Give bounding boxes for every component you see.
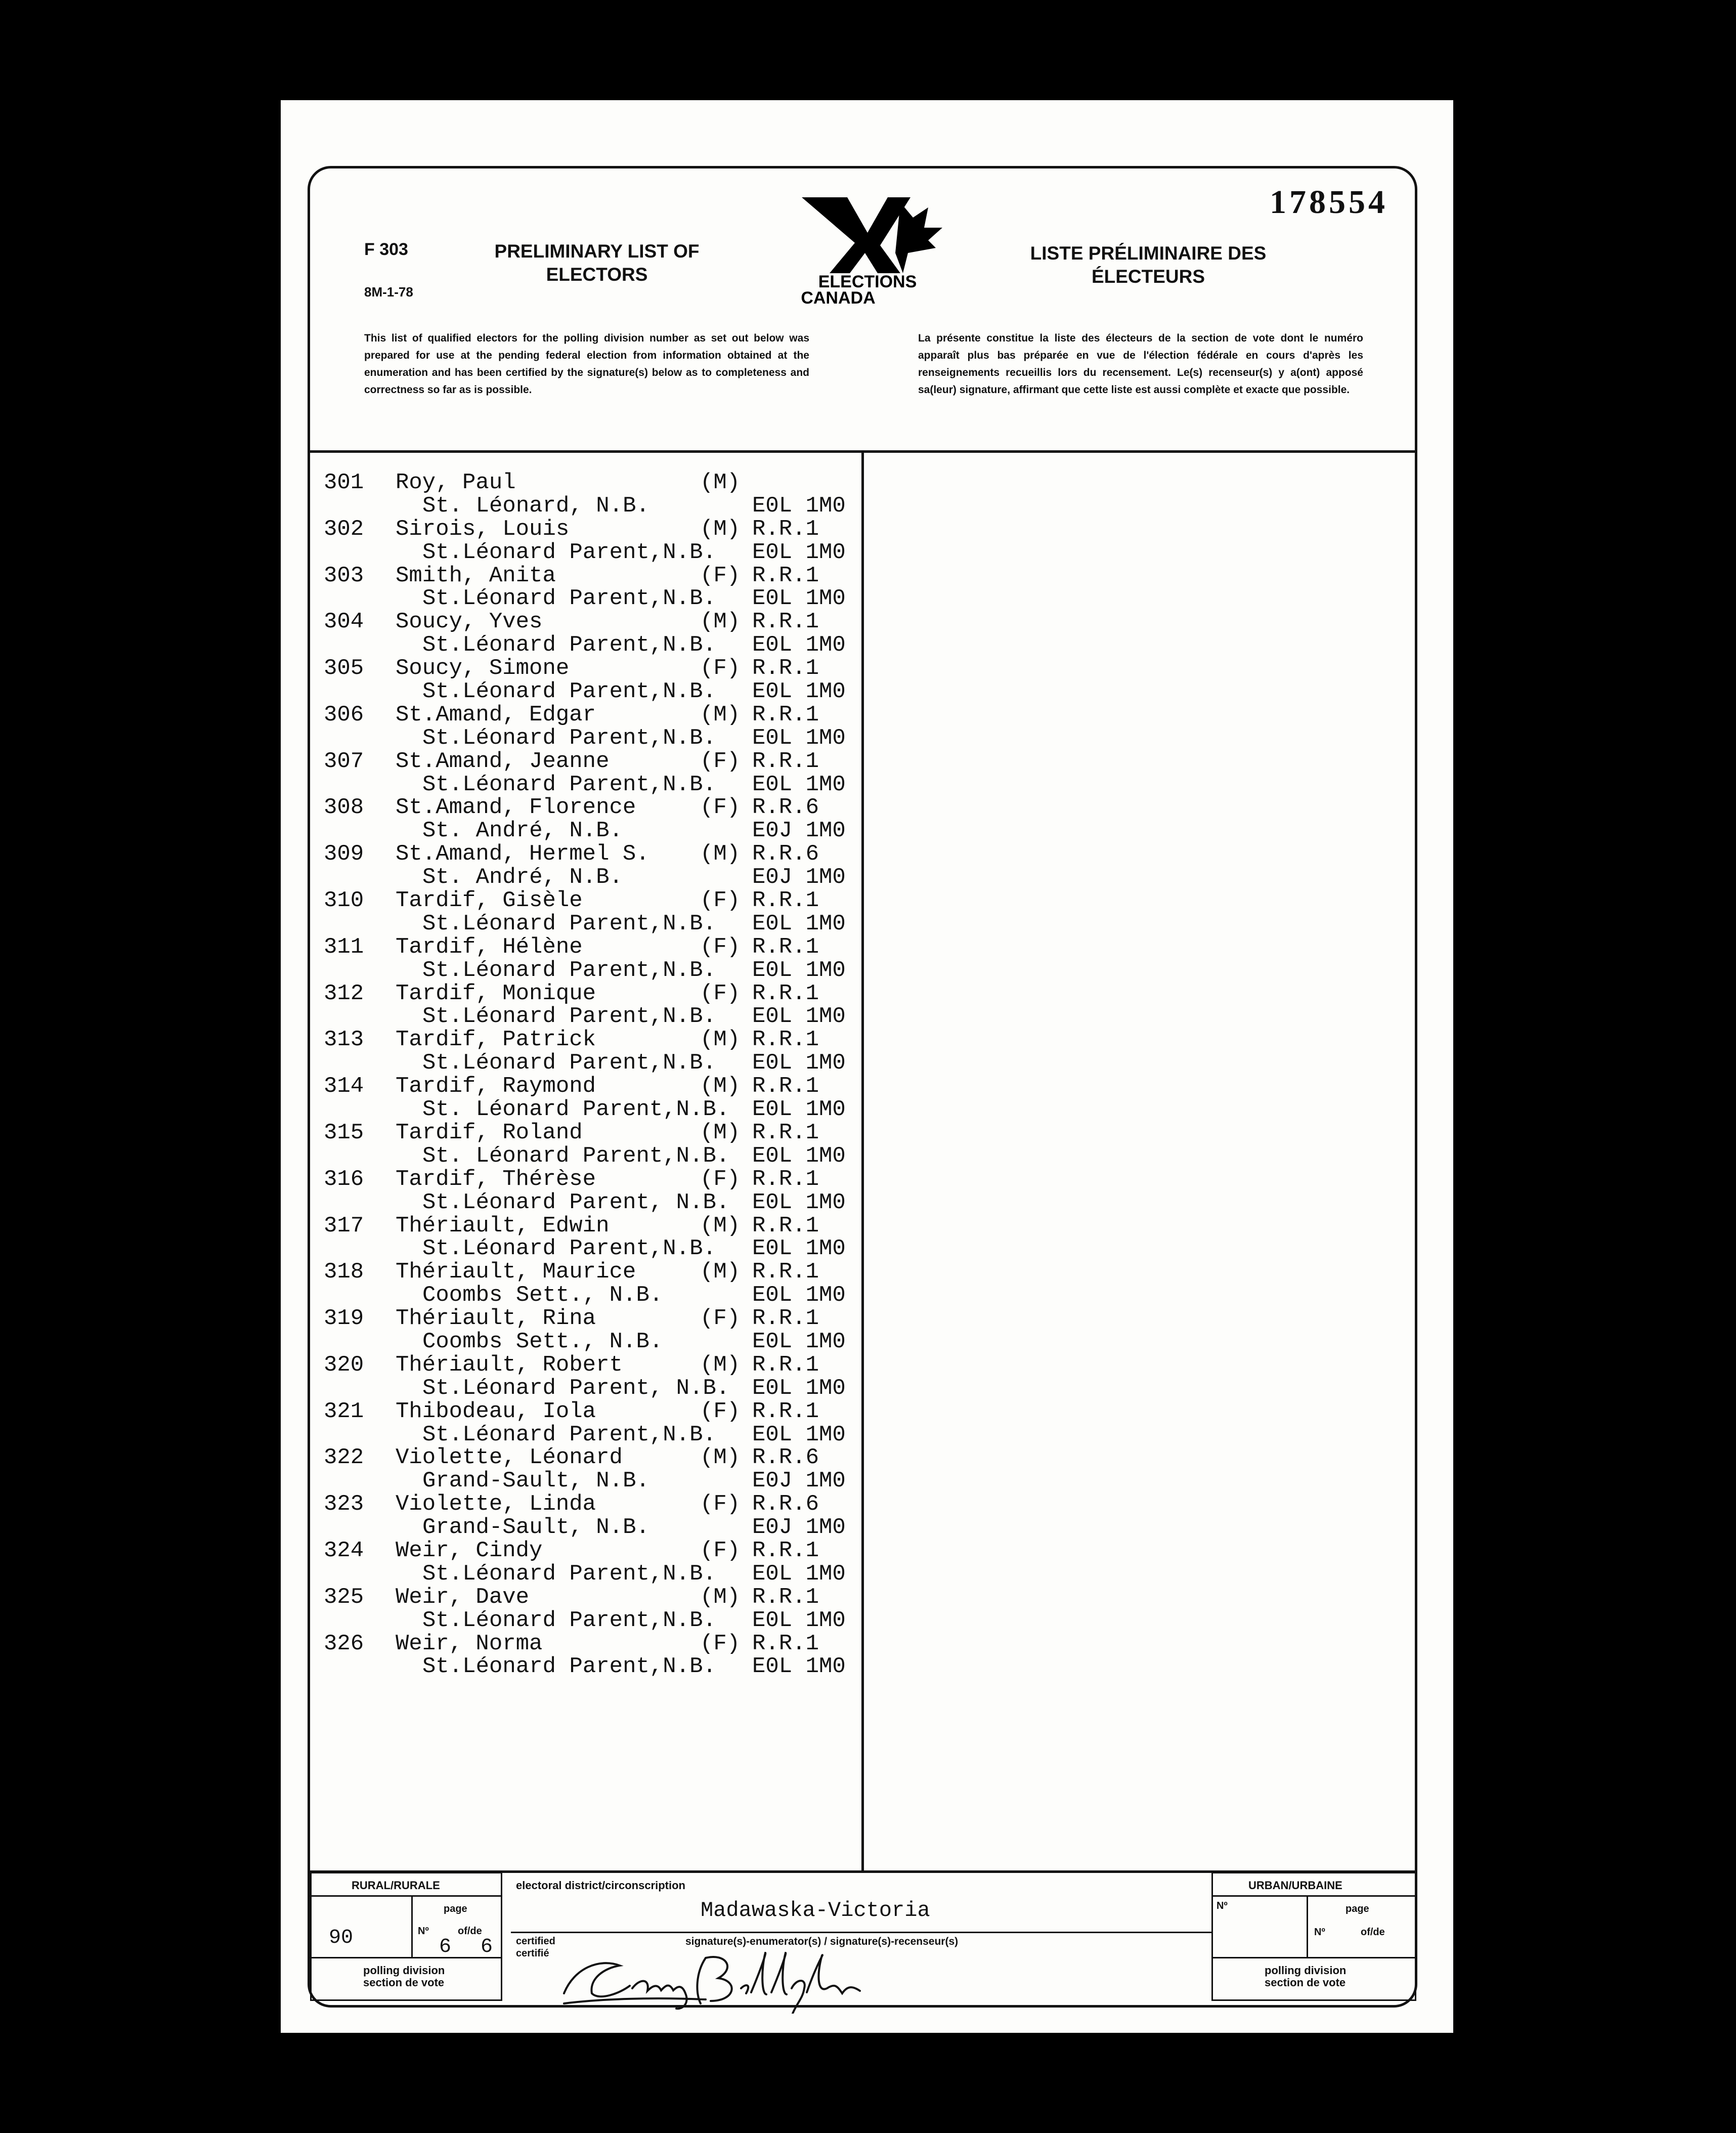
elector-number: 320 — [324, 1352, 364, 1378]
elector-address: St. Léonard, N.B. — [422, 493, 649, 519]
intro-text-english: This list of qualified electors for the polling division number as set out below was prepared for use at the pending federal election from information obtained at the enumeration and has been certified by the signature(s) below as to completeness and correctness so far as is possible. — [364, 332, 809, 396]
logo-text-line2: CANADA — [801, 288, 876, 306]
elector-name: Tardif, Roland — [396, 1120, 583, 1145]
title-french — [991, 242, 1305, 288]
elector-name: Thériault, Maurice — [396, 1259, 636, 1285]
elector-entry — [324, 1354, 860, 1400]
elector-address: St. André, N.B. — [422, 865, 623, 890]
elector-rural-route: R.R.6 — [752, 1445, 819, 1471]
elector-address: St.Léonard Parent,N.B. — [422, 586, 716, 612]
elector-postal-code: E0L 1M0 — [752, 1607, 846, 1633]
elector-sex: (M) — [700, 702, 741, 728]
rural-label: RURAL/RURALE — [352, 1879, 440, 1892]
certified-fr: certifié — [516, 1948, 549, 1959]
elector-name: Roy, Paul — [396, 470, 516, 495]
elector-name: Thériault, Edwin — [396, 1213, 610, 1239]
elector-entry — [324, 1633, 860, 1679]
elector-name: Weir, Norma — [396, 1631, 543, 1656]
elector-address: St.Léonard Parent,N.B. — [422, 632, 716, 658]
elector-name: St.Amand, Jeanne — [396, 748, 610, 774]
elector-name: Soucy, Simone — [396, 656, 570, 681]
elector-sex: (M) — [700, 470, 741, 495]
elector-postal-code: E0L 1M0 — [752, 679, 846, 705]
elector-rural-route: R.R.6 — [752, 795, 819, 821]
elector-address: St.Léonard Parent,N.B. — [422, 725, 716, 751]
elector-rural-route: R.R.1 — [752, 1074, 819, 1099]
elector-rural-route: R.R.1 — [752, 1631, 819, 1656]
elector-postal-code: E0L 1M0 — [752, 1561, 846, 1587]
elector-entry — [324, 796, 860, 843]
intro-text-french: La présente constitue la liste des électeurs de la section de vote dont le numéro apparaît plus bas préparée en vue de l'élection fédérale en cours d'après les renseignements recueillis lors du recensement. Le(s) recenseur(s) y a(ont) apposé sa(leur) signature, affirmant que cette liste est aussi complète et exacte que possible. — [918, 332, 1363, 396]
urban-no-label: Nº — [1217, 1900, 1228, 1911]
urban-of-label: of/de — [1361, 1927, 1385, 1938]
elector-entry — [324, 565, 860, 611]
elector-postal-code: E0L 1M0 — [752, 1329, 846, 1354]
elector-postal-code: E0L 1M0 — [752, 911, 846, 936]
elector-address: St.Léonard Parent,N.B. — [422, 679, 716, 705]
elector-rural-route: R.R.1 — [752, 748, 819, 774]
signature-icon — [544, 1938, 878, 2014]
elector-number: 313 — [324, 1027, 364, 1053]
elector-postal-code: E0L 1M0 — [752, 1236, 846, 1262]
elector-postal-code: E0L 1M0 — [752, 1283, 846, 1308]
elector-address: St.Léonard Parent, N.B. — [422, 1375, 730, 1401]
elector-rural-route: R.R.1 — [752, 1538, 819, 1563]
elector-rural-route: R.R.1 — [752, 1398, 819, 1424]
title-english — [455, 240, 739, 286]
elector-entry — [324, 518, 860, 565]
rural-no-label: Nº — [418, 1926, 429, 1937]
elector-number: 304 — [324, 609, 364, 635]
elector-entry — [324, 1029, 860, 1075]
logo-text-line1: ELECTIONS — [818, 272, 917, 291]
elector-rural-route: R.R.1 — [752, 1259, 819, 1285]
elector-postal-code: E0L 1M0 — [752, 1004, 846, 1030]
elector-list — [324, 472, 860, 1679]
page-number: 6 — [439, 1936, 452, 1958]
elector-sex: (F) — [700, 563, 741, 588]
elector-entry — [324, 980, 860, 1030]
elector-postal-code: E0L 1M0 — [752, 1189, 846, 1215]
elector-rural-route: R.R.1 — [752, 1120, 819, 1145]
elector-name: Violette, Linda — [396, 1491, 596, 1517]
elector-name: St.Amand, Hermel S. — [396, 841, 649, 867]
elector-postal-code: E0L 1M0 — [752, 1097, 846, 1123]
elections-canada-logo — [792, 197, 943, 306]
elector-entry — [324, 1540, 860, 1586]
elector-entry — [324, 1446, 860, 1493]
elector-name: Weir, Cindy — [396, 1538, 543, 1563]
elector-name: Soucy, Yves — [396, 609, 543, 635]
form-date: 8M-1-78 — [364, 284, 413, 300]
elector-number: 325 — [324, 1584, 364, 1610]
elector-entry — [324, 936, 860, 983]
elector-rural-route: R.R.1 — [752, 702, 819, 728]
elector-address: St.Léonard Parent,N.B. — [422, 772, 716, 797]
elector-postal-code: E0L 1M0 — [752, 632, 846, 658]
rural-polling-label-fr: section de vote — [363, 1976, 445, 1989]
elector-entry — [324, 843, 860, 889]
elector-number: 307 — [324, 748, 364, 774]
elector-entry — [324, 1586, 860, 1633]
urban-polling-label-fr: section de vote — [1265, 1976, 1346, 1989]
elector-entry — [324, 704, 860, 750]
elector-sex: (F) — [700, 1631, 741, 1656]
elector-rural-route: R.R.1 — [752, 1584, 819, 1610]
elector-sex: (F) — [700, 1166, 741, 1192]
elector-rural-route: R.R.1 — [752, 1306, 819, 1332]
elector-rural-route: R.R.1 — [752, 980, 819, 1006]
elector-entry — [324, 1168, 860, 1215]
elector-rural-route: R.R.1 — [752, 1027, 819, 1053]
elector-entry — [324, 1400, 860, 1447]
elector-sex: (M) — [700, 1584, 741, 1610]
elector-name: Tardif, Thérèse — [396, 1166, 596, 1192]
title-en-line1: PRELIMINARY LIST OF — [494, 241, 700, 262]
elector-name: St.Amand, Edgar — [396, 702, 596, 728]
elector-address: St.Léonard Parent,N.B. — [422, 539, 716, 565]
elector-rural-route: R.R.1 — [752, 563, 819, 588]
elector-postal-code: E0L 1M0 — [752, 772, 846, 797]
elector-sex: (M) — [700, 609, 741, 635]
elector-rural-route: R.R.1 — [752, 1352, 819, 1378]
urban-page-label: page — [1346, 1903, 1369, 1914]
elector-address: St.Léonard Parent,N.B. — [422, 1654, 716, 1680]
elector-number: 315 — [324, 1120, 364, 1145]
elector-number: 323 — [324, 1491, 364, 1517]
elector-rural-route: R.R.1 — [752, 609, 819, 635]
enumerator-signature — [544, 1938, 878, 2014]
elector-number: 312 — [324, 980, 364, 1006]
elector-rural-route: R.R.1 — [752, 656, 819, 681]
elector-name: Violette, Léonard — [396, 1445, 623, 1471]
elector-sex: (M) — [700, 1074, 741, 1099]
serial-number: 178554 — [1270, 184, 1388, 221]
elector-address: St.Léonard Parent,N.B. — [422, 957, 716, 983]
elector-sex: (F) — [700, 980, 741, 1006]
district-label: electoral district/circonscription — [516, 1879, 685, 1892]
elector-postal-code: E0L 1M0 — [752, 539, 846, 565]
elector-sex: (F) — [700, 888, 741, 914]
elector-entry — [324, 1075, 860, 1122]
elector-postal-code: E0L 1M0 — [752, 1050, 846, 1076]
elector-number: 314 — [324, 1074, 364, 1099]
elector-number: 302 — [324, 516, 364, 542]
elector-sex: (M) — [700, 1445, 741, 1471]
elector-postal-code: E0L 1M0 — [752, 1654, 846, 1680]
elector-address: St. Léonard Parent,N.B. — [422, 1097, 730, 1123]
elector-address: St. Léonard Parent,N.B. — [422, 1143, 730, 1169]
elector-number: 305 — [324, 656, 364, 681]
elector-rural-route: R.R.1 — [752, 1213, 819, 1239]
elector-sex: (F) — [700, 1398, 741, 1424]
elector-name: Thériault, Robert — [396, 1352, 623, 1378]
elector-rural-route: R.R.1 — [752, 1166, 819, 1192]
elector-postal-code: E0L 1M0 — [752, 725, 846, 751]
elector-entry — [324, 1261, 860, 1307]
urban-polling-label-en: polling division — [1265, 1964, 1347, 1977]
elector-postal-code: E0L 1M0 — [752, 957, 846, 983]
elector-postal-code: E0L 1M0 — [752, 1143, 846, 1169]
elector-postal-code: E0J 1M0 — [752, 1515, 846, 1541]
logo-icon — [792, 197, 943, 306]
elector-name: Thériault, Rina — [396, 1306, 596, 1332]
elector-postal-code: E0L 1M0 — [752, 1375, 846, 1401]
title-fr-line2: ÉLECTEURS — [1091, 266, 1205, 287]
elector-name: St.Amand, Florence — [396, 795, 636, 821]
elector-rural-route: R.R.6 — [752, 1491, 819, 1517]
elector-entry — [324, 1307, 860, 1354]
elector-sex: (M) — [700, 1352, 741, 1378]
elector-number: 324 — [324, 1538, 364, 1563]
elector-rural-route: R.R.1 — [752, 888, 819, 914]
elector-sex: (M) — [700, 841, 741, 867]
elector-sex: (F) — [700, 795, 741, 821]
elector-entry — [324, 750, 860, 797]
certified-en: certified — [516, 1936, 555, 1947]
elector-sex: (F) — [700, 1306, 741, 1332]
elector-name: Tardif, Gisèle — [396, 888, 583, 914]
elector-name: Tardif, Hélène — [396, 934, 583, 960]
elector-postal-code: E0L 1M0 — [752, 493, 846, 519]
elector-number: 301 — [324, 470, 364, 495]
title-en-line2: ELECTORS — [546, 264, 648, 285]
elector-number: 310 — [324, 888, 364, 914]
elector-sex: (M) — [700, 1027, 741, 1053]
district-value: Madawaska-Victoria — [701, 1898, 930, 1923]
elector-name: Tardif, Patrick — [396, 1027, 596, 1053]
elector-address: St.Léonard Parent, N.B. — [422, 1189, 730, 1215]
elector-sex: (F) — [700, 1538, 741, 1563]
elector-entry — [324, 1493, 860, 1540]
page-total: 6 — [481, 1936, 493, 1958]
urban-label: URBAN/URBAINE — [1248, 1879, 1342, 1892]
elector-address: St. André, N.B. — [422, 818, 623, 844]
elector-sex: (F) — [700, 748, 741, 774]
elector-sex: (M) — [700, 1259, 741, 1285]
elector-address: St.Léonard Parent,N.B. — [422, 911, 716, 936]
elector-number: 306 — [324, 702, 364, 728]
elector-postal-code: E0J 1M0 — [752, 1468, 846, 1494]
rural-of-label: of/de — [458, 1926, 482, 1937]
elector-entry — [324, 1215, 860, 1261]
rural-page-label: page — [444, 1903, 467, 1914]
form-number: F 303 — [364, 240, 408, 259]
elector-number: 309 — [324, 841, 364, 867]
elector-postal-code: E0L 1M0 — [752, 1422, 846, 1447]
elector-name: Tardif, Raymond — [396, 1074, 596, 1099]
elector-entry — [324, 657, 860, 704]
elector-name: Tardif, Monique — [396, 980, 596, 1006]
elector-address: St.Léonard Parent,N.B. — [422, 1050, 716, 1076]
district-underline — [511, 1932, 1211, 1933]
elector-address: St.Léonard Parent,N.B. — [422, 1422, 716, 1447]
elector-postal-code: E0L 1M0 — [752, 586, 846, 612]
signature-label: signature(s)-enumerator(s) / signature(s)-recenseur(s) — [685, 1936, 959, 1947]
elector-number: 321 — [324, 1398, 364, 1424]
rural-polling-label-en: polling division — [363, 1964, 445, 1977]
elector-sex: (M) — [700, 516, 741, 542]
elector-entry — [324, 611, 860, 657]
column-divider — [861, 452, 864, 1871]
title-fr-line1: LISTE PRÉLIMINAIRE DES — [1030, 243, 1267, 264]
elector-name: Weir, Dave — [396, 1584, 530, 1610]
elector-entry — [324, 472, 860, 518]
elector-number: 316 — [324, 1166, 364, 1192]
elector-number: 322 — [324, 1445, 364, 1471]
elector-rural-route: R.R.1 — [752, 934, 819, 960]
elector-name: Sirois, Louis — [396, 516, 570, 542]
elector-rural-route: R.R.6 — [752, 841, 819, 867]
elector-number: 317 — [324, 1213, 364, 1239]
elector-address: St.Léonard Parent,N.B. — [422, 1004, 716, 1030]
elector-postal-code: E0J 1M0 — [752, 818, 846, 844]
elector-address: St.Léonard Parent,N.B. — [422, 1561, 716, 1587]
elector-address: Coombs Sett., N.B. — [422, 1329, 663, 1354]
elector-name: Thibodeau, Iola — [396, 1398, 596, 1424]
elector-sex: (F) — [700, 934, 741, 960]
elector-number: 318 — [324, 1259, 364, 1285]
elector-number: 319 — [324, 1306, 364, 1332]
elector-sex: (M) — [700, 1213, 741, 1239]
elector-name: Smith, Anita — [396, 563, 556, 588]
elector-number: 326 — [324, 1631, 364, 1656]
elector-entry — [324, 1122, 860, 1168]
elector-sex: (F) — [700, 1491, 741, 1517]
elector-address: St.Léonard Parent,N.B. — [422, 1607, 716, 1633]
elector-address: Grand-Sault, N.B. — [422, 1515, 649, 1541]
elector-address: Coombs Sett., N.B. — [422, 1283, 663, 1308]
elector-address: Grand-Sault, N.B. — [422, 1468, 649, 1494]
elector-number: 308 — [324, 795, 364, 821]
polling-division-number: 90 — [329, 1927, 354, 1949]
elector-sex: (F) — [700, 656, 741, 681]
urban-page-no-label: Nº — [1314, 1927, 1325, 1938]
elector-rural-route: R.R.1 — [752, 516, 819, 542]
elector-address: St.Léonard Parent,N.B. — [422, 1236, 716, 1262]
elector-entry — [324, 889, 860, 936]
elector-postal-code: E0J 1M0 — [752, 865, 846, 890]
elector-sex: (M) — [700, 1120, 741, 1145]
elector-number: 303 — [324, 563, 364, 588]
elector-number: 311 — [324, 934, 364, 960]
